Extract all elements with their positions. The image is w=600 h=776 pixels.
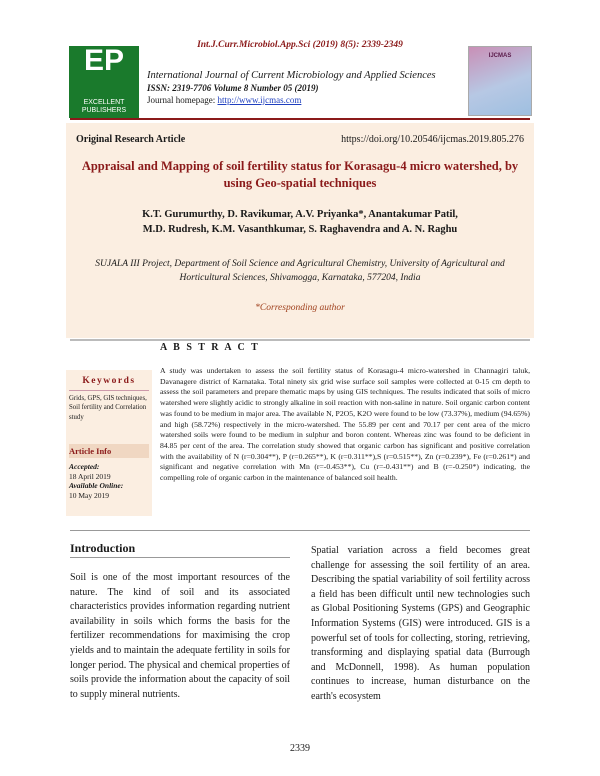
journal-cover-image <box>468 46 532 116</box>
introduction-right-column: Spatial variation across a field becomes great challenge for assessing the soil fertility of an area. Describing the spatial variability of soil fertility across a field has been difficult until new technologies such as Global Positioning Systems (GPS) and Geographic Information Systems (GIS) were introduced. GIS is a powerful set of tools for collecting, storing, retrieving, transforming and displaying spatial data (Burrough and McDonnell, 1998). As human population continues to increase, human disturbance on the earth's ecosystem <box>311 545 530 702</box>
section-divider <box>70 530 530 531</box>
header-rule <box>70 118 530 120</box>
accepted-date: 18 April 2019 <box>69 471 111 481</box>
introduction-rule <box>70 557 290 558</box>
authors-line-2: M.D. Rudresh, K.M. Vasanthkumar, S. Raghavendra and A. N. Raghu <box>142 224 458 235</box>
keywords-rule <box>69 390 149 391</box>
introduction-heading: Introduction <box>70 541 136 555</box>
abstract-text: A study was undertaken to assess the soil fertility status of Korasagu-4 micro-watershed in Channagiri taluk, Davanagere district of Karnataka. Total ninety six grid wise surface soil samples were collected at 0-15 cm depth to assess the soil parameters and prepare thematic maps by using GIS techniques. The results indicated that soils of micro watershed were slightly acidic to strongly alkaline in soil reaction with non-saline in nature. Soil organic carbon content was found to be medium in major area. The available N, P2O5, K2O were found to be low (73.37%), medium (94.65%) and high (58.72%) respectively in the micro-watershed. The 55.89 per cent and 70.17 per cent area of the micro watershed soils were found to be medium in sulphur and boron content. Whereas zinc was found to be deficient in 84.85 per cent of the area. The correlation study showed that organic carbon has significant and positive correlation with the availability of N (r=0.304**), P (r=0.265**), K (r=0.311**),S (r=0.515**), Zn (r=0.239*), Fe (r=0.261*) and significant and negative correlation with Mn (r=-0.453**), Cu (r=-0.431**) and B (r=-0.250*) indicating, the compelling role of organic carbon in the maintenance of balanced soil health. <box>160 366 530 483</box>
cover-title: IJCMAS <box>488 53 512 59</box>
article-info <box>69 462 149 500</box>
article-info-heading: Article Info <box>69 444 149 458</box>
logo-text: EXCELLENT PUBLISHERS <box>81 99 127 114</box>
journal-homepage <box>147 95 301 105</box>
accepted-label: Accepted: <box>69 462 100 471</box>
corresponding-author: *Corresponding author <box>255 303 345 313</box>
keywords-list: Grids, GPS, GIS techniques, Soil fertility and Correlation study <box>69 395 147 421</box>
affiliation: SUJALA III Project, Department of Soil Science and Agricultural Chemistry, University of Agricultural and Horticultural Sciences, Shivamogga, Karnataka, 577204, India <box>95 259 505 283</box>
available-date: 10 May 2019 <box>69 490 109 500</box>
issn-line: ISSN: 2319-7706 Volume 8 Number 05 (2019) <box>147 83 319 93</box>
doi-link[interactable]: https://doi.org/10.20546/ijcmas.2019.805.276 <box>341 134 524 145</box>
homepage-label: Journal homepage: <box>147 95 218 105</box>
authors-line-1: K.T. Gurumurthy, D. Ravikumar, A.V. Priyanka*, Anantakumar Patil, <box>142 209 458 220</box>
available-label: Available Online: <box>69 481 124 490</box>
keywords-heading: Keywords <box>82 376 136 386</box>
logo-mark: EP <box>83 44 125 77</box>
article-type: Original Research Article <box>76 134 186 145</box>
homepage-link[interactable]: http://www.ijcmas.com <box>217 95 302 105</box>
page-number: 2339 <box>290 743 310 754</box>
publisher-logo <box>69 46 139 118</box>
authors <box>80 207 520 237</box>
abstract-divider <box>70 339 530 341</box>
journal-title: International Journal of Current Microbiology and Applied Sciences <box>147 70 436 81</box>
article-title: Appraisal and Mapping of soil fertility status for Korasagu-4 micro watershed, by using Geo-spatial techniques <box>81 159 519 190</box>
introduction-left-column: Soil is one of the most important resources of the nature. The kind of soil and its associated characteristics provides information regarding nutrient availability in soils which forms the basis for the fertilizer recommendations for maximising the crop yields and to maintain the adequate fertility in soils for longer period. The physical and chemical properties of soils provide the information about the capacity of soil to supply mineral nutrients. <box>70 572 290 700</box>
journal-reference: Int.J.Curr.Microbiol.App.Sci (2019) 8(5): 2339-2349 <box>197 40 403 50</box>
abstract-heading: A B S T R A C T <box>160 342 260 353</box>
